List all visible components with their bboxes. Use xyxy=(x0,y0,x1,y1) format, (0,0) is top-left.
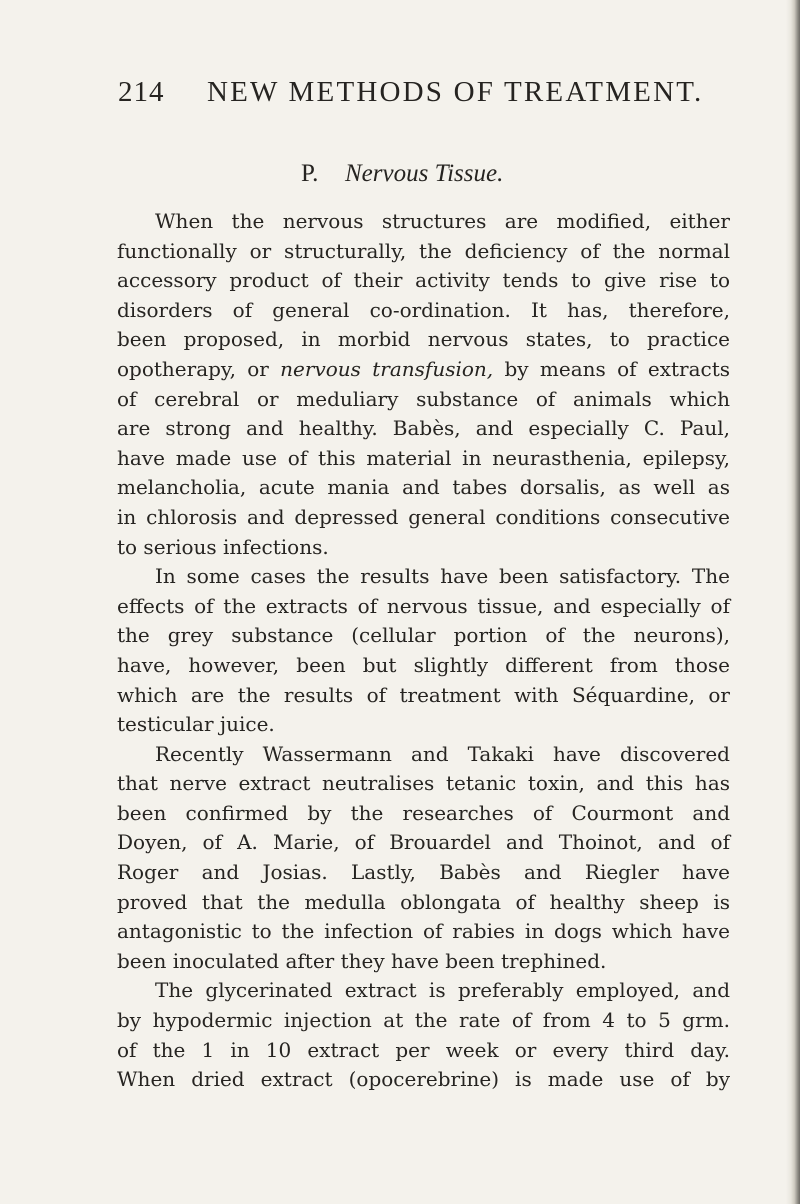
text-line xyxy=(117,266,730,296)
text-line xyxy=(117,976,730,1006)
text-line xyxy=(117,296,730,326)
text-line-content: to serious infections. xyxy=(117,534,329,559)
text-line-content: In some cases the results have been satisfactory. The xyxy=(155,564,730,589)
text-line-content: antagonistic to the infection of rabies in dogs which have xyxy=(117,919,730,944)
text-line xyxy=(117,858,730,888)
text-line-content: in chlorosis and depressed general conditions consecutive xyxy=(117,504,730,529)
text-line xyxy=(117,207,730,237)
text-line xyxy=(117,681,730,711)
text-line xyxy=(117,533,730,563)
text-line xyxy=(117,592,730,622)
text-line-content: are strong and healthy. Babès, and especially C. Paul, xyxy=(117,416,730,441)
text-line xyxy=(117,799,730,829)
text-line-content: by hypodermic injection at the rate of from 4 to 5 grm. xyxy=(117,1008,730,1033)
text-line xyxy=(117,947,730,977)
text-line-content: been proposed, in morbid nervous states, to practice xyxy=(117,327,730,352)
text-line-content: opotherapy, or xyxy=(117,356,281,381)
text-line-content: of the 1 in 10 extract per week or every third day. xyxy=(117,1037,730,1062)
text-line-content: have, however, been but slightly different from those xyxy=(117,652,730,677)
text-line-content: of cerebral or meduliary substance of animals which xyxy=(117,386,730,411)
text-line xyxy=(117,414,730,444)
text-line xyxy=(117,888,730,918)
text-line-content: melancholia, acute mania and tabes dorsalis, as well as xyxy=(117,475,730,500)
section-letter: P. xyxy=(301,160,319,187)
running-title: NEW METHODS OF TREATMENT. xyxy=(207,76,704,108)
text-line-content: the grey substance (cellular portion of the neurons), xyxy=(117,623,730,648)
text-line xyxy=(117,1036,730,1066)
page-edge-shadow xyxy=(786,0,800,1204)
text-line-continuation: by means of extracts xyxy=(493,356,730,381)
text-line-content: accessory product of their activity tends to give rise to xyxy=(117,268,730,293)
italic-phrase: nervous transfusion, xyxy=(280,356,494,381)
text-line xyxy=(117,325,730,355)
text-line-content: functionally or structurally, the deficiency of the normal xyxy=(117,238,730,263)
text-line xyxy=(117,237,730,267)
text-line xyxy=(117,562,730,592)
text-line-content: When the nervous structures are modified, either xyxy=(155,209,730,233)
text-line xyxy=(117,621,730,651)
section-title: Nervous Tissue. xyxy=(345,160,504,187)
text-line xyxy=(117,828,730,858)
body-text xyxy=(117,207,730,1095)
page-number: 214 xyxy=(118,76,165,108)
text-line xyxy=(117,385,730,415)
text-line-content: proved that the medulla oblongata of healthy sheep is xyxy=(117,889,730,914)
text-line xyxy=(117,740,730,770)
text-line-content: testicular juice. xyxy=(117,712,275,737)
text-line-content: Roger and Josias. Lastly, Babès and Riegler have xyxy=(117,860,730,885)
text-line xyxy=(117,503,730,533)
text-line xyxy=(117,473,730,503)
text-line xyxy=(117,917,730,947)
text-line-content: been confirmed by the researches of Courmont and xyxy=(117,800,730,825)
text-line xyxy=(117,710,730,740)
text-line xyxy=(117,1006,730,1036)
text-line xyxy=(117,1065,730,1095)
text-line-content: which are the results of treatment with Séquardine, or xyxy=(117,682,730,707)
text-line-content: disorders of general co-ordination. It has, therefore, xyxy=(117,297,730,322)
text-line-content: that nerve extract neutralises tetanic toxin, and this has xyxy=(117,771,730,796)
text-line-content: effects of the extracts of nervous tissue, and especially of xyxy=(117,593,730,618)
text-line-content: been inoculated after they have been trephined. xyxy=(117,948,607,973)
text-line xyxy=(117,769,730,799)
text-line xyxy=(117,651,730,681)
text-line-content: The glycerinated extract is preferably employed, and xyxy=(155,978,730,1003)
text-line xyxy=(117,444,730,474)
text-line-content: Doyen, of A. Marie, of Brouardel and Thoinot, and of xyxy=(117,830,730,855)
text-line xyxy=(117,355,730,385)
text-line-content: When dried extract (opocerebrine) is made use of by xyxy=(117,1067,730,1092)
text-line-content: have made use of this material in neurasthenia, epilepsy, xyxy=(117,445,730,470)
text-line-content: Recently Wassermann and Takaki have discovered xyxy=(155,741,730,766)
running-head xyxy=(0,76,800,116)
